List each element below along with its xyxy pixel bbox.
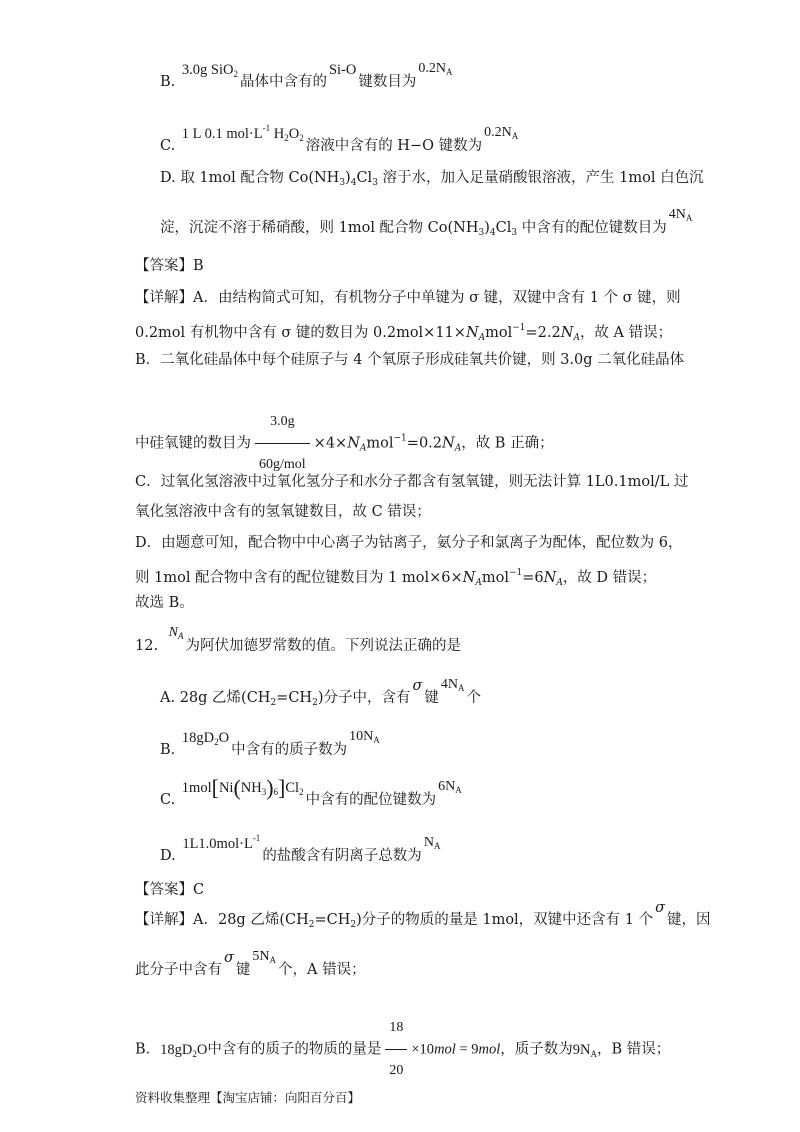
q11-option-b: B. 3.0g SiO$_2$ 晶体中含有的Si-O键数目为$0.2N_A$ <box>160 61 453 90</box>
q12-exp-line2: 此分子中含有σ键$5N_A$个，A 错误； <box>135 949 366 978</box>
q12-exp-line1: 【详解】A．28g 乙烯$(CH_2=CH_2)$分子的物质的量是 1mol，双键中还含有 1 个σ键，因 <box>135 900 711 930</box>
q12-option-c: C. $1mol[Ni(NH_3)_6]Cl_2$ 中含有的配位键数为$6N_A$ <box>160 775 462 808</box>
q11-exp-line3: B．二氧化硅晶体中每个硅原子与 4 个氧原子形成硅氧共价键，则 3.0g 二氧化硅晶体 <box>135 352 685 368</box>
q11-exp-line8: 则 1mol 配合物中含有的配位键数目为 1 $mol\times 6\times N_Amol^{-1}=6N_A$，故 D 错误； <box>135 568 657 588</box>
q11-option-d-line1: D. 取 1mol 配合物 $Co(NH_3)_4Cl_3$ 溶于水，加入足量硝酸银溶液，产生 1mol 白色沉 <box>160 170 704 188</box>
q12-option-d: D. $1L1.0mol\cdot L^{-1}$的盐酸含有阴离子总数为$N_A$ <box>160 833 441 864</box>
q11-answer: 【答案】B <box>135 258 204 274</box>
q11-exp-line4: 中硅氧键的数目为 $\frac{3.0g}{\text{60g/mol}}$ $\times 4\times N_Amol^{-1}=0.2N_A$，故 B 正确； <box>135 402 554 485</box>
q11-exp-line6: 氧化氢溶液中含有的氢氧键数目，故 C 错误； <box>135 504 431 520</box>
q11-exp-line9: 故选 B。 <box>135 595 194 611</box>
q12-answer: 【答案】C <box>135 882 205 898</box>
q11-exp-line2: 0.2mol 有机物中含有 σ 键的数目为 $0.2mol\times 11\times N_Amol^{-1}=2.2N_A$，故 A 错误； <box>135 323 673 343</box>
fraction: $\frac{18}{20}$ <box>385 1008 407 1091</box>
q12-option-a: A. 28g 乙烯$(CH_2=CH_2)$分子中，含有σ键$4N_A$个 <box>160 677 482 708</box>
q11-option-c: C. 1 L 0.1 $mol\cdot L^{-1}$ $H_2O_2$ 溶液中含有的 H−O 键数为$0.2N_A$ <box>160 123 519 154</box>
q12-option-b: B. $18gD_2O$中含有的质子数为$10N_A$ <box>160 729 380 758</box>
q12-stem: 12. $N_A$为阿伏加德罗常数的值。下列说法正确的是 <box>135 625 462 654</box>
q11-exp-line1: 【详解】A．由结构简式可知，有机物分子中单键为 σ 键，双键中含有 1 个 σ 键，则 <box>135 290 681 306</box>
q11-option-d-line2: 淀，沉淀不溶于稀硝酸，则 1mol 配合物 $Co(NH_3)_4Cl_3$ 中含有的配位键数目为$4N_A$ <box>160 207 693 238</box>
q12-exp-line3: B．$18gD_2O$中含有的质子的物质的量是 $\frac{18}{20}$ ×10mol = 9mol，质子数为$9N_A$，B 错误； <box>135 1008 670 1091</box>
fraction: $\frac{3.0g}{\text{60g/mol}}$ <box>255 402 310 485</box>
q11-exp-line7: D．由题意可知，配合物中中心离子为钴离子，氨分子和氯离子为配体，配位数为 6， <box>135 535 683 551</box>
q11-exp-line5: C．过氧化氢溶液中过氧化氢分子和水分子都含有氢氧键，则无法计算 1L0.1mol/L 过 <box>135 474 689 490</box>
page-footer: 资料收集整理【淘宝店铺：向阳百分百】 <box>135 1090 361 1105</box>
